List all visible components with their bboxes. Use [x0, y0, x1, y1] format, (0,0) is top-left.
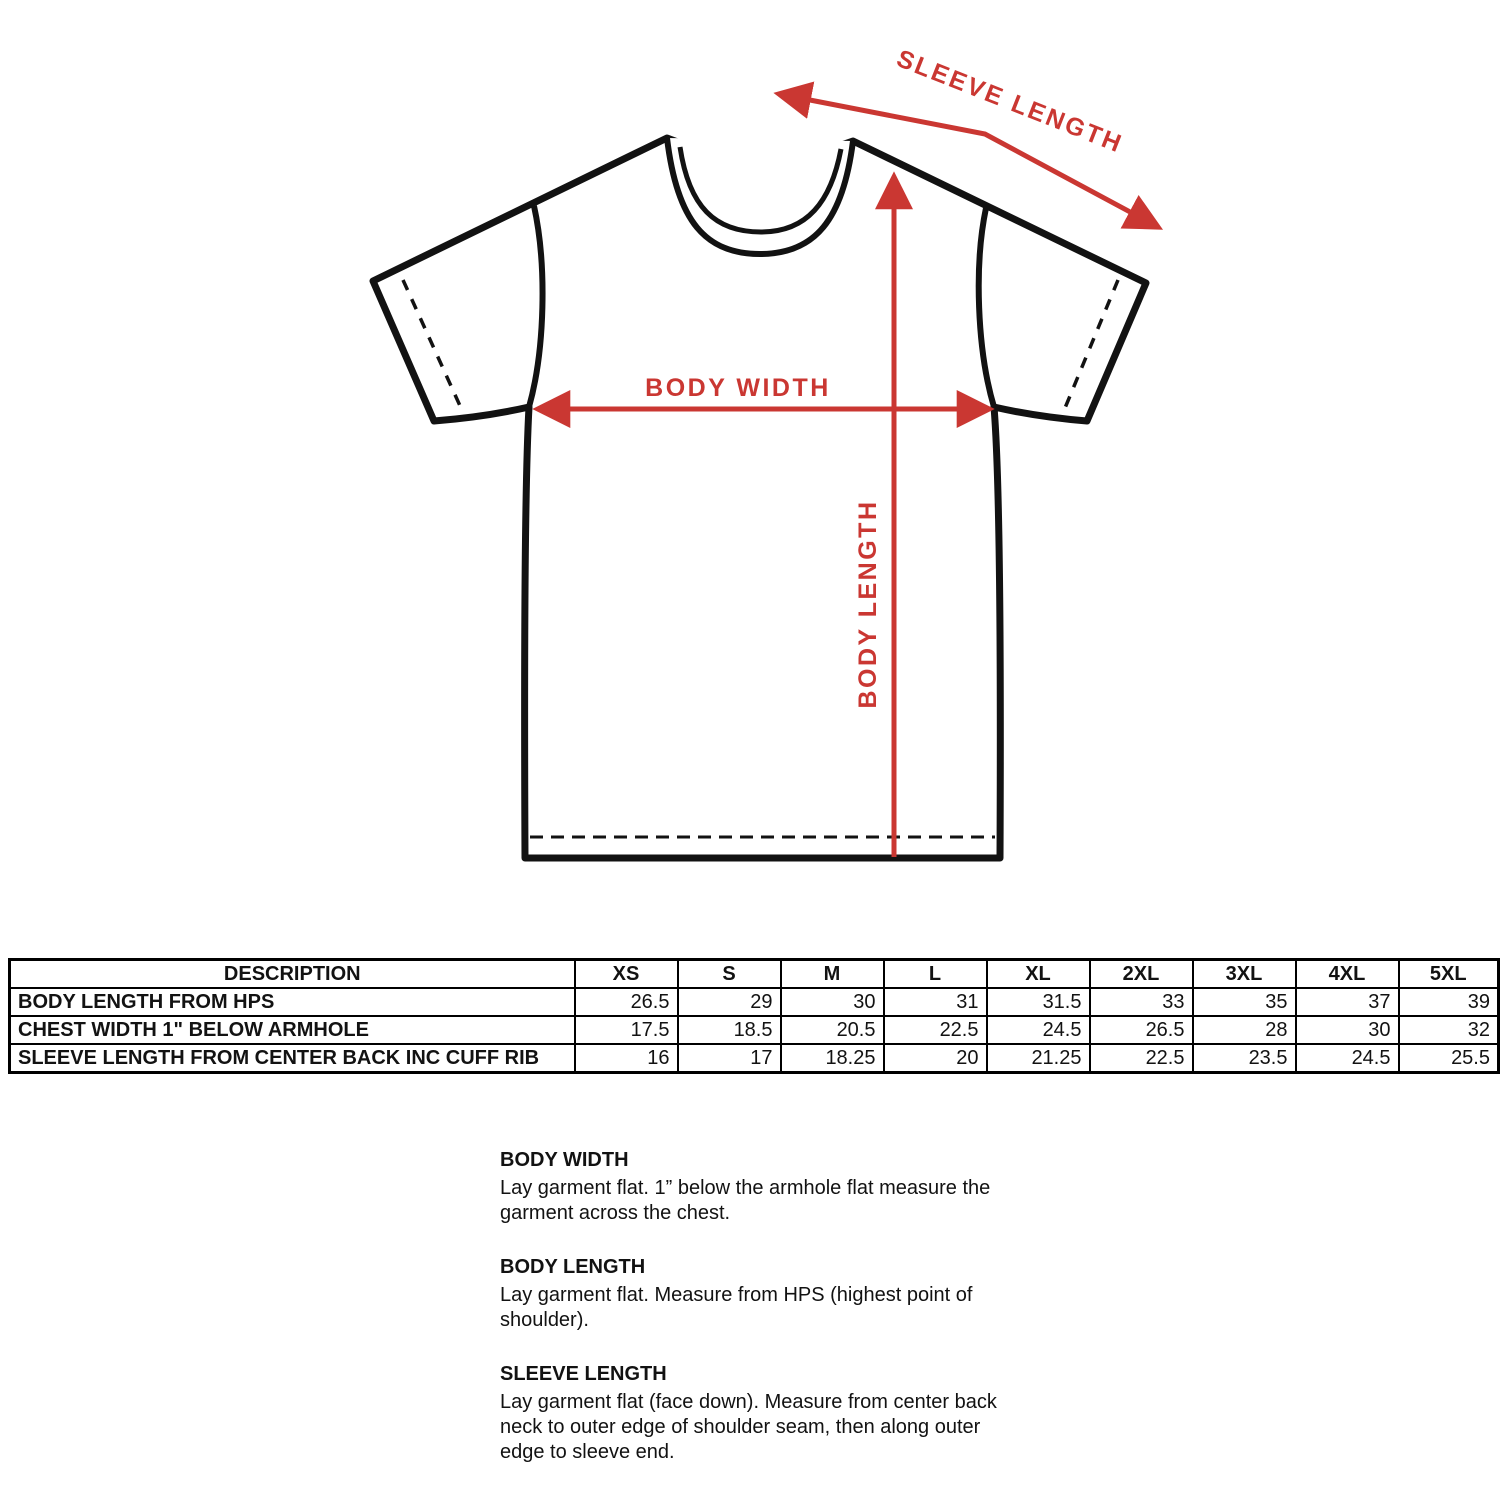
size-column-header: XL	[987, 960, 1090, 989]
measurement-cell: 37	[1296, 988, 1399, 1016]
table-row	[10, 988, 1499, 1016]
measurement-cell: 31	[884, 988, 987, 1016]
measurement-cell: 24.5	[987, 1016, 1090, 1044]
measurement-cell: 16	[575, 1044, 678, 1073]
size-column-header: 2XL	[1090, 960, 1193, 989]
measurement-cell: 17.5	[575, 1016, 678, 1044]
measurement-cell: 28	[1193, 1016, 1296, 1044]
sleeve-length-label: SLEEVE LENGTH	[892, 44, 1128, 159]
measurement-cell: 31.5	[987, 988, 1090, 1016]
measurement-cell: 25.5	[1399, 1044, 1499, 1073]
measurement-cell: 39	[1399, 988, 1499, 1016]
note-body: Lay garment flat (face down). Measure from center back neck to outer edge of shoulder seam, then along outer edge to sleeve end.	[500, 1391, 997, 1463]
size-column-header: L	[884, 960, 987, 989]
measurement-cell: 21.25	[987, 1044, 1090, 1073]
note	[500, 1255, 1016, 1333]
measurement-cell: 35	[1193, 988, 1296, 1016]
measurement-notes	[500, 1148, 1016, 1494]
note-heading: BODY WIDTH	[500, 1149, 629, 1171]
measurement-cell: 22.5	[884, 1016, 987, 1044]
measurement-cell: 22.5	[1090, 1044, 1193, 1073]
size-column-header: 4XL	[1296, 960, 1399, 989]
measurement-cell: 18.25	[781, 1044, 884, 1073]
size-column-header: M	[781, 960, 884, 989]
measurement-cell: 23.5	[1193, 1044, 1296, 1073]
measurement-cell: 20	[884, 1044, 987, 1073]
size-table-header-row	[10, 960, 1499, 989]
note	[500, 1148, 1016, 1226]
row-label: BODY LENGTH FROM HPS	[10, 988, 575, 1016]
size-column-header: XS	[575, 960, 678, 989]
measurement-cell: 26.5	[1090, 1016, 1193, 1044]
table-row	[10, 1044, 1499, 1073]
size-table	[8, 958, 1500, 1074]
body-width-label: BODY WIDTH	[645, 374, 831, 402]
measurement-cell: 32	[1399, 1016, 1499, 1044]
measurement-cell: 30	[781, 988, 884, 1016]
measurement-cell: 29	[678, 988, 781, 1016]
row-label: SLEEVE LENGTH FROM CENTER BACK INC CUFF RIB	[10, 1044, 575, 1073]
note-body: Lay garment flat. 1” below the armhole flat measure the garment across the chest.	[500, 1177, 991, 1224]
body-length-label: BODY LENGTH	[854, 499, 882, 709]
measurement-cell: 24.5	[1296, 1044, 1399, 1073]
measurement-cell: 17	[678, 1044, 781, 1073]
measurement-cell: 20.5	[781, 1016, 884, 1044]
size-column-header: 3XL	[1193, 960, 1296, 989]
size-column-header: 5XL	[1399, 960, 1499, 989]
measurement-cell: 26.5	[575, 988, 678, 1016]
row-label: CHEST WIDTH 1" BELOW ARMHOLE	[10, 1016, 575, 1044]
table-row	[10, 1016, 1499, 1044]
description-column-header: DESCRIPTION	[10, 960, 575, 989]
measurement-cell: 30	[1296, 1016, 1399, 1044]
note-body: Lay garment flat. Measure from HPS (highest point of shoulder).	[500, 1284, 973, 1331]
measurement-cell: 18.5	[678, 1016, 781, 1044]
note	[500, 1362, 1016, 1465]
note-heading: SLEEVE LENGTH	[500, 1363, 667, 1385]
note-heading: BODY LENGTH	[500, 1256, 646, 1278]
size-column-header: S	[678, 960, 781, 989]
measurement-cell: 33	[1090, 988, 1193, 1016]
